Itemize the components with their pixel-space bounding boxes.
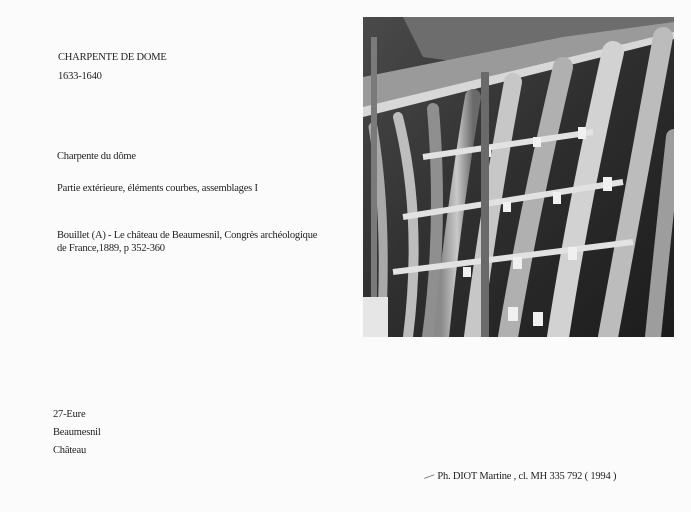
credit-dash: — xyxy=(422,469,436,484)
photo-drawing xyxy=(363,17,674,337)
record-title: CHARPENTE DE DOME xyxy=(58,52,167,63)
timber-framework-photo xyxy=(363,17,674,337)
location-building: Château xyxy=(53,445,87,456)
record-bibliography: Bouillet (A) - Le château de Beaumesnil, Congrès archéologique de France,1889, p 352-360 xyxy=(57,230,318,254)
photo-credit xyxy=(424,470,616,483)
record-dates: 1633-1640 xyxy=(58,71,102,82)
record-subject: Charpente du dôme xyxy=(57,151,136,162)
location-department: 27-Eure xyxy=(53,409,86,420)
record-detail: Partie extérieure, éléments courbes, assemblages I xyxy=(57,183,258,194)
credit-text: Ph. DIOT Martine , cl. MH 335 792 ( 1994 ) xyxy=(437,471,617,482)
location-commune: Beaumesnil xyxy=(53,427,101,438)
